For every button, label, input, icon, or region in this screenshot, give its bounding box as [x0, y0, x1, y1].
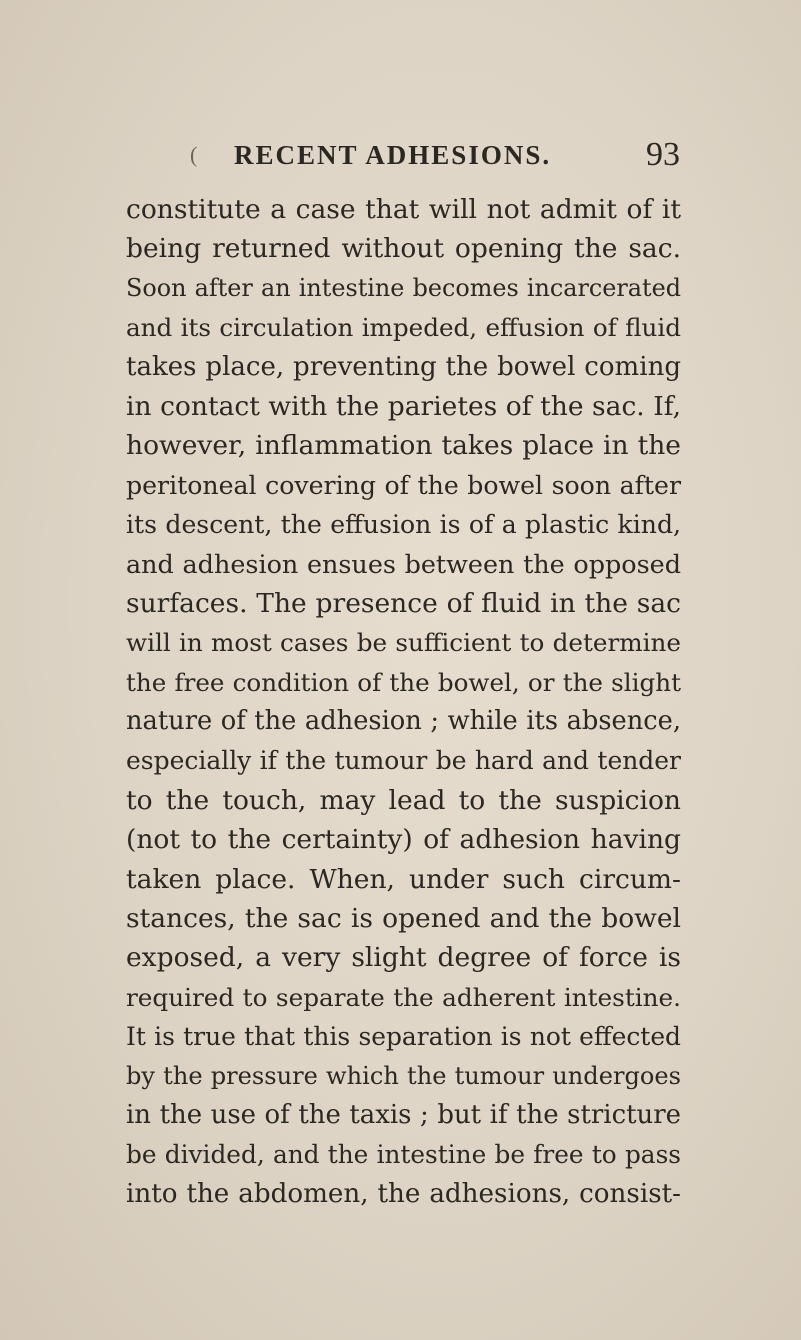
text-line: takes place, preventing the bowel coming — [126, 351, 681, 382]
text-line: peritoneal covering of the bowel soon after — [126, 470, 681, 500]
text-line: Soon after an intestine becomes incarcerated — [126, 273, 681, 302]
text-line: in contact with the parietes of the sac. If, — [126, 390, 681, 422]
text-line: however, inflammation takes place in the — [126, 430, 681, 462]
text-line: exposed, a very slight degree of force is — [126, 942, 681, 974]
text-line: surfaces. The presence of fluid in the sac — [126, 587, 681, 619]
text-line: to the touch, may lead to the suspicion — [126, 784, 681, 816]
text-line: its descent, the effusion is of a plastic kind, — [126, 510, 681, 540]
page-number: 93 — [646, 136, 680, 173]
text-line: being returned without opening the sac. — [126, 233, 681, 265]
body-text — [126, 190, 681, 1214]
page-header — [190, 136, 680, 176]
text-line: and its circulation impeded, effusion of fluid — [126, 313, 681, 343]
text-line: It is true that this separation is not effected — [126, 1022, 681, 1052]
text-line: nature of the adhesion ; while its absence, — [126, 706, 681, 737]
text-line: will in most cases be sufficient to determine — [126, 628, 681, 658]
text-line: required to separate the adherent intestine. — [126, 982, 681, 1012]
text-line: by the pressure which the tumour undergoes — [126, 1061, 681, 1090]
text-line: the free condition of the bowel, or the slight — [126, 667, 681, 697]
text-line: constitute a case that will not admit of it — [126, 194, 681, 225]
text-line: into the abdomen, the adhesions, consist- — [126, 1178, 681, 1209]
text-line: be divided, and the intestine be free to pass — [126, 1140, 681, 1170]
text-line: (not to the certainty) of adhesion having — [126, 824, 681, 856]
running-head: RECENT ADHESIONS. — [234, 140, 552, 170]
text-line: stances, the sac is opened and the bowel — [126, 903, 681, 935]
text-line: and adhesion ensues between the opposed — [126, 548, 681, 579]
text-line: taken place. When, under such circum- — [126, 863, 681, 895]
text-line: especially if the tumour be hard and tender — [126, 746, 681, 776]
text-line: in the use of the taxis ; but if the stricture — [126, 1099, 681, 1130]
header-mark: ( — [190, 142, 198, 167]
